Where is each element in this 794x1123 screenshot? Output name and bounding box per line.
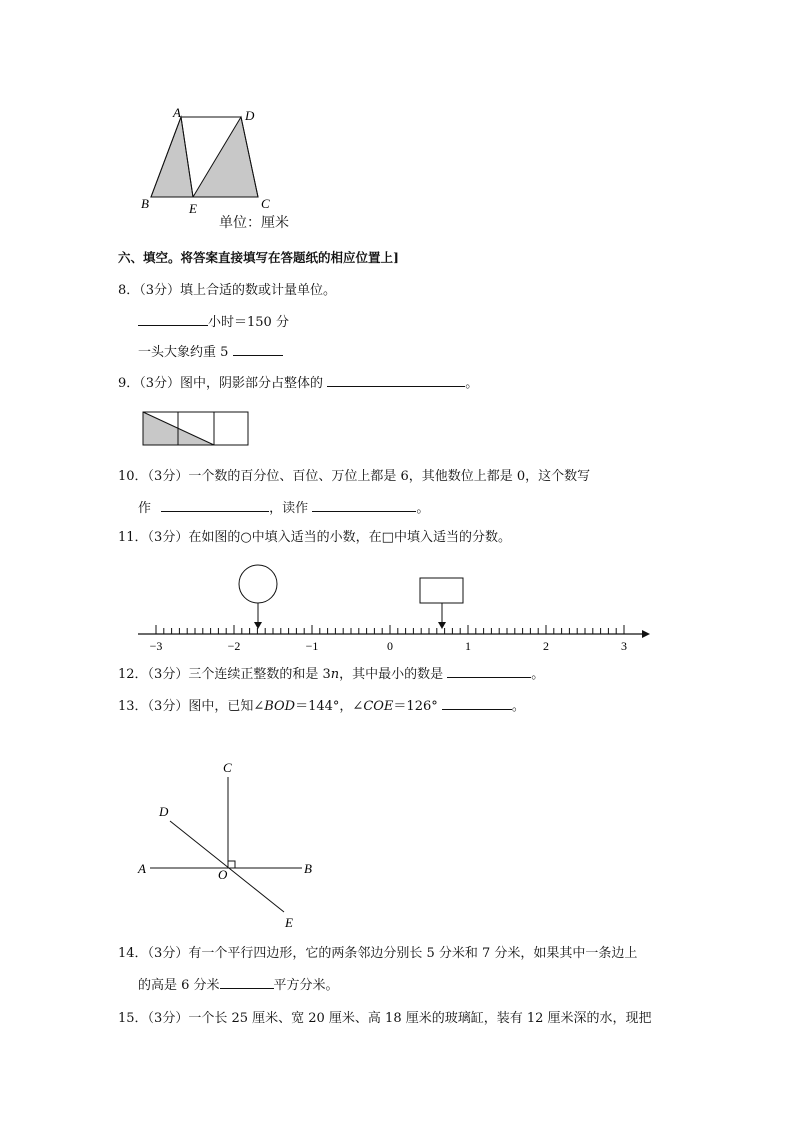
axis-ticks [156, 625, 624, 634]
label-d: D [159, 804, 169, 819]
circle-arrowhead [254, 622, 262, 629]
q9-prefix: 9．（3分）图中，阴影部分占整体的 [118, 376, 324, 391]
question-10-line2 [138, 498, 429, 518]
q10-line2-suffix: 。 [416, 501, 430, 516]
fraction-box[interactable] [420, 578, 463, 603]
tick-label: −2 [227, 639, 241, 653]
trapezoid-figure [130, 100, 330, 220]
answer-blank[interactable] [327, 373, 465, 387]
shaded-triangle-right [193, 117, 258, 197]
answer-blank[interactable] [447, 664, 531, 678]
q13-mid2: ＝126° [393, 699, 438, 714]
question-11: 11．（3分）在如图的○中填入适当的小数，在□中填入适当的分数。 [118, 530, 511, 545]
question-8-line2 [138, 342, 283, 362]
answer-blank[interactable] [220, 975, 274, 989]
shaded-bar-figure [140, 409, 252, 449]
label-c: C [261, 196, 270, 211]
section-title: 六、填空。将答案直接填写在答题纸的相应位置上] [118, 250, 399, 265]
tick-label: 3 [621, 639, 627, 653]
q13-angle-1: BOD [264, 699, 296, 714]
question-14: 14．（3分）有一个平行四边形，它的两条邻边分别长 5 分米和 7 分米，如果其中一条边上 [118, 946, 638, 961]
answer-blank[interactable] [233, 342, 283, 356]
q10-line2-mid: ，读作 [269, 501, 309, 516]
q12-prefix-b: ，其中最小的数是 [339, 667, 444, 682]
q14-line2-prefix: 的高是 6 分米 [138, 978, 220, 993]
label-o: O [218, 867, 228, 882]
q14-line2-suffix: 平方分米。 [273, 978, 339, 993]
question-8: 8．（3分）填上合适的数或计量单位。 [118, 283, 337, 298]
unit-note: 单位：厘米 [219, 215, 289, 231]
q13-prefix: 13．（3分）图中，已知∠ [118, 699, 265, 714]
q13-suffix: 。 [511, 699, 525, 714]
q8-line1-suffix: 小时＝150 分 [208, 315, 289, 330]
label-b: B [141, 196, 149, 211]
question-12 [118, 664, 544, 684]
question-9 [118, 373, 478, 393]
tick-label: −3 [149, 639, 163, 653]
axis-tick-labels [150, 639, 627, 653]
q12-prefix-a: 12．（3分）三个连续正整数的和是 3 [118, 667, 331, 682]
label-a: A [138, 861, 146, 876]
question-15: 15．（3分）一个长 25 厘米、宽 20 厘米、高 18 厘米的玻璃缸，装有 12 厘米深的水，现把 [118, 1011, 652, 1026]
tick-label: −1 [305, 639, 319, 653]
label-e: E [285, 915, 293, 930]
label-d: D [245, 108, 255, 123]
q13-angle-2: COE [363, 699, 394, 714]
answer-blank[interactable] [442, 696, 512, 710]
question-14-line2 [138, 975, 339, 995]
tick-label: 1 [465, 639, 471, 653]
axis-arrowhead [642, 630, 650, 638]
decimal-circle[interactable] [239, 565, 277, 603]
q10-line2-prefix: 作 [138, 501, 152, 516]
answer-blank[interactable] [161, 498, 269, 512]
answer-blank[interactable] [312, 498, 416, 512]
angle-figure [130, 755, 330, 935]
label-c: C [223, 760, 232, 775]
tick-label: 2 [543, 639, 549, 653]
answer-blank[interactable] [138, 312, 208, 326]
label-a: A [173, 105, 181, 120]
q13-mid: ＝144°，∠ [295, 699, 364, 714]
q8-line2-prefix: 一头大象约重 5 [138, 345, 229, 360]
question-10: 10．（3分）一个数的百分位、百位、万位上都是 6，其他数位上都是 0，这个数写 [118, 469, 591, 484]
question-13 [118, 696, 525, 716]
tick-label: 0 [387, 639, 393, 653]
q9-suffix: 。 [465, 376, 479, 391]
label-e: E [189, 201, 197, 216]
number-line-figure [130, 560, 660, 655]
question-8-line1 [138, 312, 289, 332]
right-angle-mark [228, 861, 235, 868]
label-b: B [304, 861, 312, 876]
box-arrowhead [438, 622, 446, 629]
q12-suffix: 。 [531, 667, 545, 682]
q12-var: n [330, 667, 340, 682]
